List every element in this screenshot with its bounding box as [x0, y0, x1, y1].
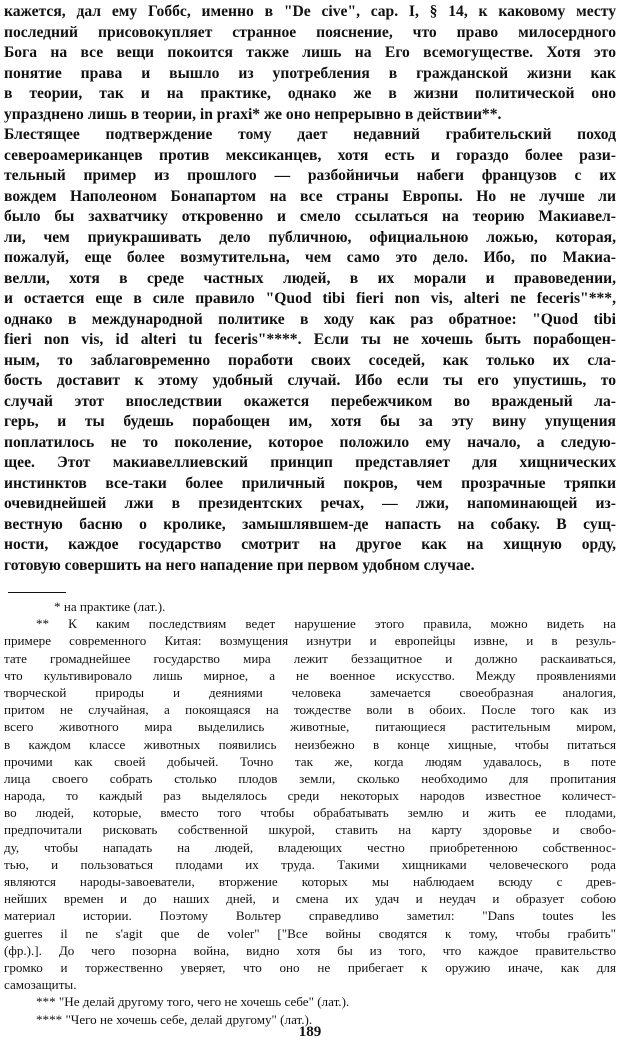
footnote-line: guerres il ne s'agit que de voler" ["Все войны сводятся к тому, чтобы грабить" [4, 925, 616, 941]
footnote-line: материал истории. Поэтому Вольтер справедливо заметил: "Dans toutes les [4, 908, 616, 924]
main-text-line: поплатилось не то поколение, которое положило ему начало, а следую- [4, 433, 616, 451]
main-text-line: ным, то заблаговременно поработи своих соседей, как только их сла- [4, 351, 616, 369]
main-text-line: и остается еще в силе правило "Quod tibi fieri non vis, alteri ne feceris"***, [4, 290, 616, 307]
footnote-line: ** К каким последствиям ведет нарушение этого правила, можно видеть на [36, 616, 616, 632]
main-text-line: упразднено лишь в теории, in praxi* же оно непрерывно в действии**. [4, 105, 502, 123]
main-text-line: инстинктов все-таки более приличный покров, чем прозрачные тряпки [4, 474, 616, 492]
footnote-line: творческой природы и деяниями человека замечается своеобразная аналогия, [4, 684, 616, 700]
main-text-line: очевиднейшей лжи в президентских речах, — лжи, напоминающей из- [4, 495, 616, 512]
main-text-line: велли, хотя в среде частных людей, в их морали и правоведении, [4, 269, 616, 287]
footnote-line: нейших времен и до наших дней, и смена их удач и неудач и образует собою [4, 891, 616, 907]
main-text-line: бость доставит к этому удобный случай. Ибо если ты его упустишь, то [4, 372, 616, 389]
main-text-line: было бы захватчику откровенно и смело ссылаться на теорию Макиавел- [4, 208, 616, 225]
footnote-line: примере современного Китая: возмущения изнутри и европейцы извне, и в резуль- [4, 633, 616, 649]
footnote-line: тате громаднейшее государство мира лежит беззащитное и должно раскаиваться, [4, 650, 616, 666]
main-text-line: герь, и ты будешь порабощен им, хотя бы за эту вину упущения [4, 413, 616, 430]
footnotes-block [4, 598, 616, 1028]
footnote-line: (фр.).]. До чего позорна война, видно хотя бы из того, что каждое правительство [4, 942, 616, 958]
main-text-line: тельный пример из прошлого — разбойничьи набеги французов с их [4, 167, 616, 184]
footnote-line: громко и торжественно уверяет, что оно не прибегает к оружию иначе, как для [4, 959, 616, 975]
main-text-line: ности, каждое государство смотрит на другое как на хищную орду, [4, 536, 616, 553]
footnote-line: всего животного мира выделились животные, питающиеся растительным миром, [4, 719, 616, 735]
footnote-line: народа, то каждый раз выделялось среди некоторых народов известное количест- [4, 788, 616, 804]
main-text-line: вестную басню о кролике, замышлявшем-де напасть на собаку. В сущ- [4, 515, 616, 533]
main-text-line: случай этот впоследствии окажется перебежчиком во вражденый ла- [4, 392, 616, 410]
main-text-line: кажется, дал ему Гоббс, именно в "De cive", cap. I, § 14, к каковому месту [4, 3, 616, 20]
main-text-line: fieri non vis, id alteri tu feceris"****. Если ты не хочешь быть порабощен- [4, 331, 616, 348]
footnote-line: *** "Не делай другому того, чего не хочешь себе" (лат.). [36, 994, 350, 1010]
main-text-line: североамериканцев против мексиканцев, хотя есть и гораздо более рази- [4, 146, 616, 164]
footnote-line: прочими как своей добычей. Точно так же, когда людям удавалось, в поте [4, 753, 616, 769]
footnote-line: предпочитали рисковать собственной шкурой, ставить на карту здоровье и свобо- [4, 822, 616, 838]
main-text-line: вождем Наполеоном Бонапартом на все страны Европы. Но не лучше ли [4, 187, 616, 205]
main-text-line: пожалуй, еще более возмутительна, чем само это дело. Ибо, по Макиа- [4, 249, 616, 266]
main-text-line: ли, чем приукрашивать дело публичною, официальною ложью, которая, [4, 228, 616, 246]
main-text-line: однако в международной политике в ходу как раз обратное: "Quod tibi [4, 310, 616, 328]
main-text-line: готовую совершить на него нападение при первом удобном случае. [4, 556, 475, 574]
main-text-block [4, 2, 616, 576]
main-text-line: щее. Этот макиавеллиевский принцип представляет для хищнических [4, 454, 616, 471]
footnote-line: лица своего собрать столько плодов земли, сколько необходимо для пропитания [4, 770, 616, 786]
footnote-line: являются народы-завоеватели, вторжение которых мы наблюдаем всюду с древ- [4, 874, 616, 889]
main-text-line: Блестящее подтверждение тому дает недавний грабительский поход [4, 126, 616, 143]
footnote-line: во людей, которые, вместо того чтобы обрабатывать землю и жить ее плодами, [4, 805, 616, 821]
main-text-line: последний присовокупляет странное пояснение, что право милосердного [4, 23, 616, 41]
footnote-line: самозащиты. [4, 977, 77, 993]
footnote-line: ду, чтобы нападать на людей, владеющих честно приобретенною собственнос- [4, 839, 616, 855]
main-text-line: понятие права и вышло из употребления в гражданской жизни как [4, 64, 616, 82]
footnote-line: что культивировало лишь мирное, а не военное искусство. Между проявлениями [4, 667, 616, 683]
main-text-line: в теории, так и на практике, однако же в жизни политической оно [4, 85, 616, 102]
main-text-line: Бога на все вещи покоится также лишь на Его всемогуществе. Хотя это [4, 44, 616, 61]
footnote-line: тью, и пользоваться плодами их труда. Такими хищниками человеческого рода [4, 856, 616, 872]
footnote-line: **** "Чего не хочешь себе, делай другому" (лат.). [36, 1011, 313, 1027]
page-number: 189 [298, 1024, 322, 1040]
footnote-line: * на практике (лат.). [54, 599, 166, 614]
footnote-line: в каждом классе животных появились неизбежно в конце хищные, чтобы питаться [4, 736, 616, 752]
footnote-line: притом не случайная, а покоящаяся на тождестве воли в обоих. После того как из [4, 702, 616, 718]
footnote-divider [8, 592, 66, 593]
